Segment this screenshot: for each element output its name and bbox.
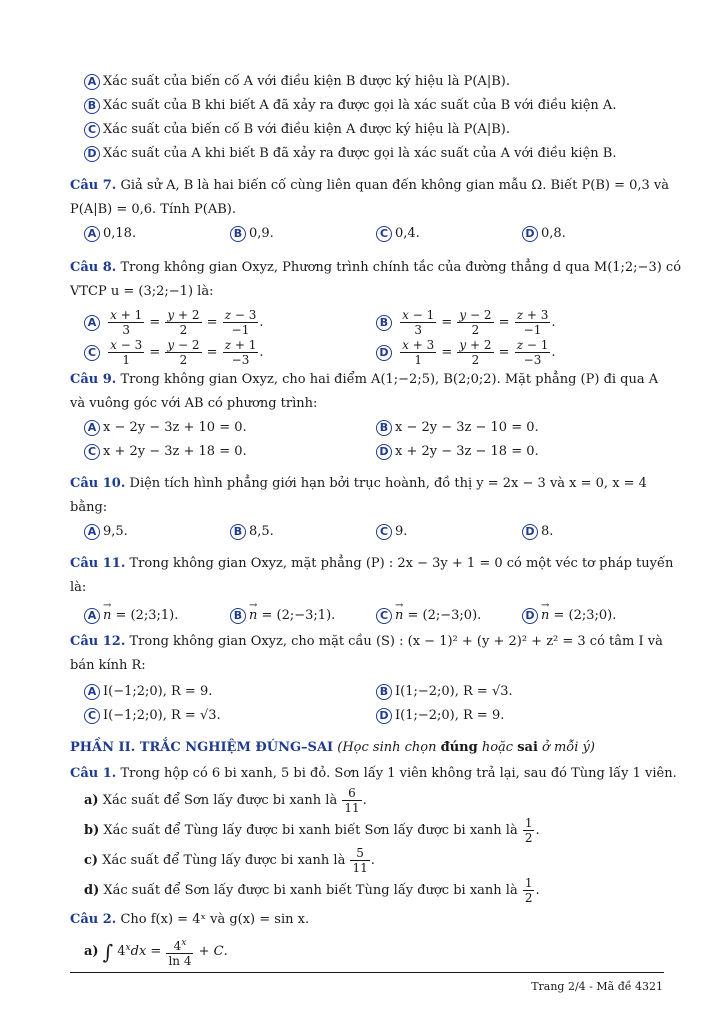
option-d[interactable]: D x + 2y − 3z − 18 = 0. (376, 440, 539, 464)
option-b[interactable]: B $\frac{x - 1}{3}$ = $\frac{y - 2}{2}$ = $\frac{z + 3}{-1}$ . (376, 308, 556, 337)
question-text: P(A|B) = 0,6. Tính P(AB). (70, 202, 236, 217)
footer-divider (70, 972, 664, 973)
question-label: Câu 8. (70, 260, 117, 275)
section-title: PHẦN II. TRẮC NGHIỆM ĐÚNG–SAI (70, 740, 334, 755)
option-d[interactable]: D 0,8. (522, 222, 566, 246)
question-text: Trong không gian Oxyz, cho mặt cầu (S) : (x − 1)² + (y + 2)² + z² = 3 có tâm I và (129, 634, 663, 649)
option-label: C (84, 122, 100, 138)
question-label: Câu 2. (70, 912, 117, 927)
option-d[interactable]: D $\frac{x + 3}{1}$ = $\frac{y + 2}{2}$ = $\frac{z - 1}{-3}$ . (376, 338, 556, 367)
question-label: Câu 10. (70, 476, 126, 491)
option-b[interactable]: B I(1;−2;0), R = √3. (376, 680, 513, 704)
option-c[interactable]: C 0,4. (376, 222, 420, 246)
option-c[interactable]: C Xác suất của biến cố B với điều kiện A được ký hiệu là P(A|B). (70, 118, 664, 142)
option-label: A (84, 74, 100, 90)
option-c[interactable]: C $\frac{x - 3}{1}$ = $\frac{y - 2}{2}$ = $\frac{z + 1}{-3}$ . (84, 338, 264, 367)
question-9 (70, 368, 664, 464)
question-text: là: (70, 580, 87, 595)
option-a[interactable]: A 0,18. (84, 222, 136, 246)
question-text: bằng: (70, 500, 108, 515)
question-label: Câu 12. (70, 634, 126, 649)
option-b[interactable]: B x − 2y − 3z − 10 = 0. (376, 416, 539, 440)
option-a[interactable]: A Xác suất của biến cố A với điều kiện B được ký hiệu là P(A|B). (70, 70, 664, 94)
option-d[interactable]: D 8. (522, 520, 553, 544)
question-8 (70, 256, 682, 368)
part-2-question-1 (70, 762, 677, 906)
option-d[interactable]: D→ n = (2;3;0). (522, 604, 616, 628)
option-b[interactable]: B Xác suất của B khi biết A đã xảy ra được gọi là xác suất của B với điều kiện A. (70, 94, 664, 118)
option-c[interactable]: C→ n = (2;−3;0). (376, 604, 481, 628)
statement-a[interactable]: a) Xác suất để Sơn lấy được bi xanh là $\frac{6}{11}$ . (84, 786, 367, 815)
option-b[interactable]: B 0,9. (230, 222, 274, 246)
statement-c[interactable]: c) Xác suất để Tùng lấy được bi xanh là $\frac{5}{11}$ . (84, 846, 375, 875)
question-text: VTCP u = (3;2;−1) là: (70, 284, 214, 299)
question-text: Cho f(x) = 4ˣ và g(x) = sin x. (120, 912, 310, 927)
option-b[interactable]: B 8,5. (230, 520, 274, 544)
statement-a[interactable]: a) ∫ $4^xdx$ = $\frac{4^x}{\ln 4}$ + C. (84, 937, 228, 968)
question-12 (70, 630, 664, 730)
option-a[interactable]: A $\frac{x + 1}{3}$ = $\frac{y + 2}{2}$ = $\frac{z - 3}{-1}$ . (84, 308, 264, 337)
option-label: B (84, 98, 100, 114)
question-text: Diện tích hình phẳng giới hạn bởi trục hoành, đồ thị y = 2x − 3 và x = 0, x = 4 (129, 476, 647, 491)
option-b[interactable]: B→ n = (2;−3;1). (230, 604, 335, 628)
question-text: và vuông góc với AB có phương trình: (70, 396, 318, 411)
section-note: (Học sinh chọn đúng hoặc sai ở mỗi ý) (337, 740, 595, 755)
option-c[interactable]: C 9. (376, 520, 407, 544)
option-a[interactable]: A I(−1;2;0), R = 9. (84, 680, 212, 704)
question-text: Trong hộp có 6 bi xanh, 5 bi đỏ. Sơn lấy 1 viên không trả lại, sau đó Tùng lấy 1 viên. (120, 766, 677, 781)
question-text: Trong không gian Oxyz, mặt phẳng (P) : 2x − 3y + 1 = 0 có một véc tơ pháp tuyến (129, 556, 674, 571)
option-a[interactable]: A x − 2y − 3z + 10 = 0. (84, 416, 247, 440)
option-a[interactable]: A 9,5. (84, 520, 128, 544)
option-label: D (84, 146, 100, 162)
question-text: Trong không gian Oxyz, cho hai điểm A(1;−2;5), B(2;0;2). Mặt phẳng (P) đi qua A (120, 372, 659, 387)
option-d[interactable]: D Xác suất của A khi biết B đã xảy ra được gọi là xác suất của A với điều kiện B. (70, 142, 664, 166)
statement-b[interactable]: b) Xác suất để Tùng lấy được bi xanh biết Sơn lấy được bi xanh là $\frac{1}{2}$ . (84, 816, 540, 845)
question-text: Trong không gian Oxyz, Phương trình chính tắc của đường thẳng d qua M(1;2;−3) có (120, 260, 682, 275)
question-6-options (70, 70, 664, 166)
option-d[interactable]: D I(1;−2;0), R = 9. (376, 704, 504, 728)
question-label: Câu 1. (70, 766, 117, 781)
page-footer: Trang 2/4 - Mã đề 4321 (531, 980, 663, 993)
option-c[interactable]: C x + 2y − 3z + 18 = 0. (84, 440, 247, 464)
question-label: Câu 11. (70, 556, 126, 571)
question-10 (70, 472, 664, 544)
question-label: Câu 7. (70, 178, 117, 193)
option-c[interactable]: C I(−1;2;0), R = √3. (84, 704, 221, 728)
statement-d[interactable]: d) Xác suất để Sơn lấy được bi xanh biết Tùng lấy được bi xanh là $\frac{1}{2}$ . (84, 876, 540, 905)
question-label: Câu 9. (70, 372, 117, 387)
question-text: bán kính R: (70, 658, 146, 673)
part-2-question-2 (70, 908, 664, 968)
question-7 (70, 174, 670, 246)
question-text: Giả sử A, B là hai biến cố cùng liên quan đến không gian mẫu Ω. Biết P(B) = 0,3 và (120, 178, 670, 193)
question-11 (70, 552, 674, 630)
option-a[interactable]: A→ n = (2;3;1). (84, 604, 178, 628)
part-2-header (70, 736, 664, 760)
